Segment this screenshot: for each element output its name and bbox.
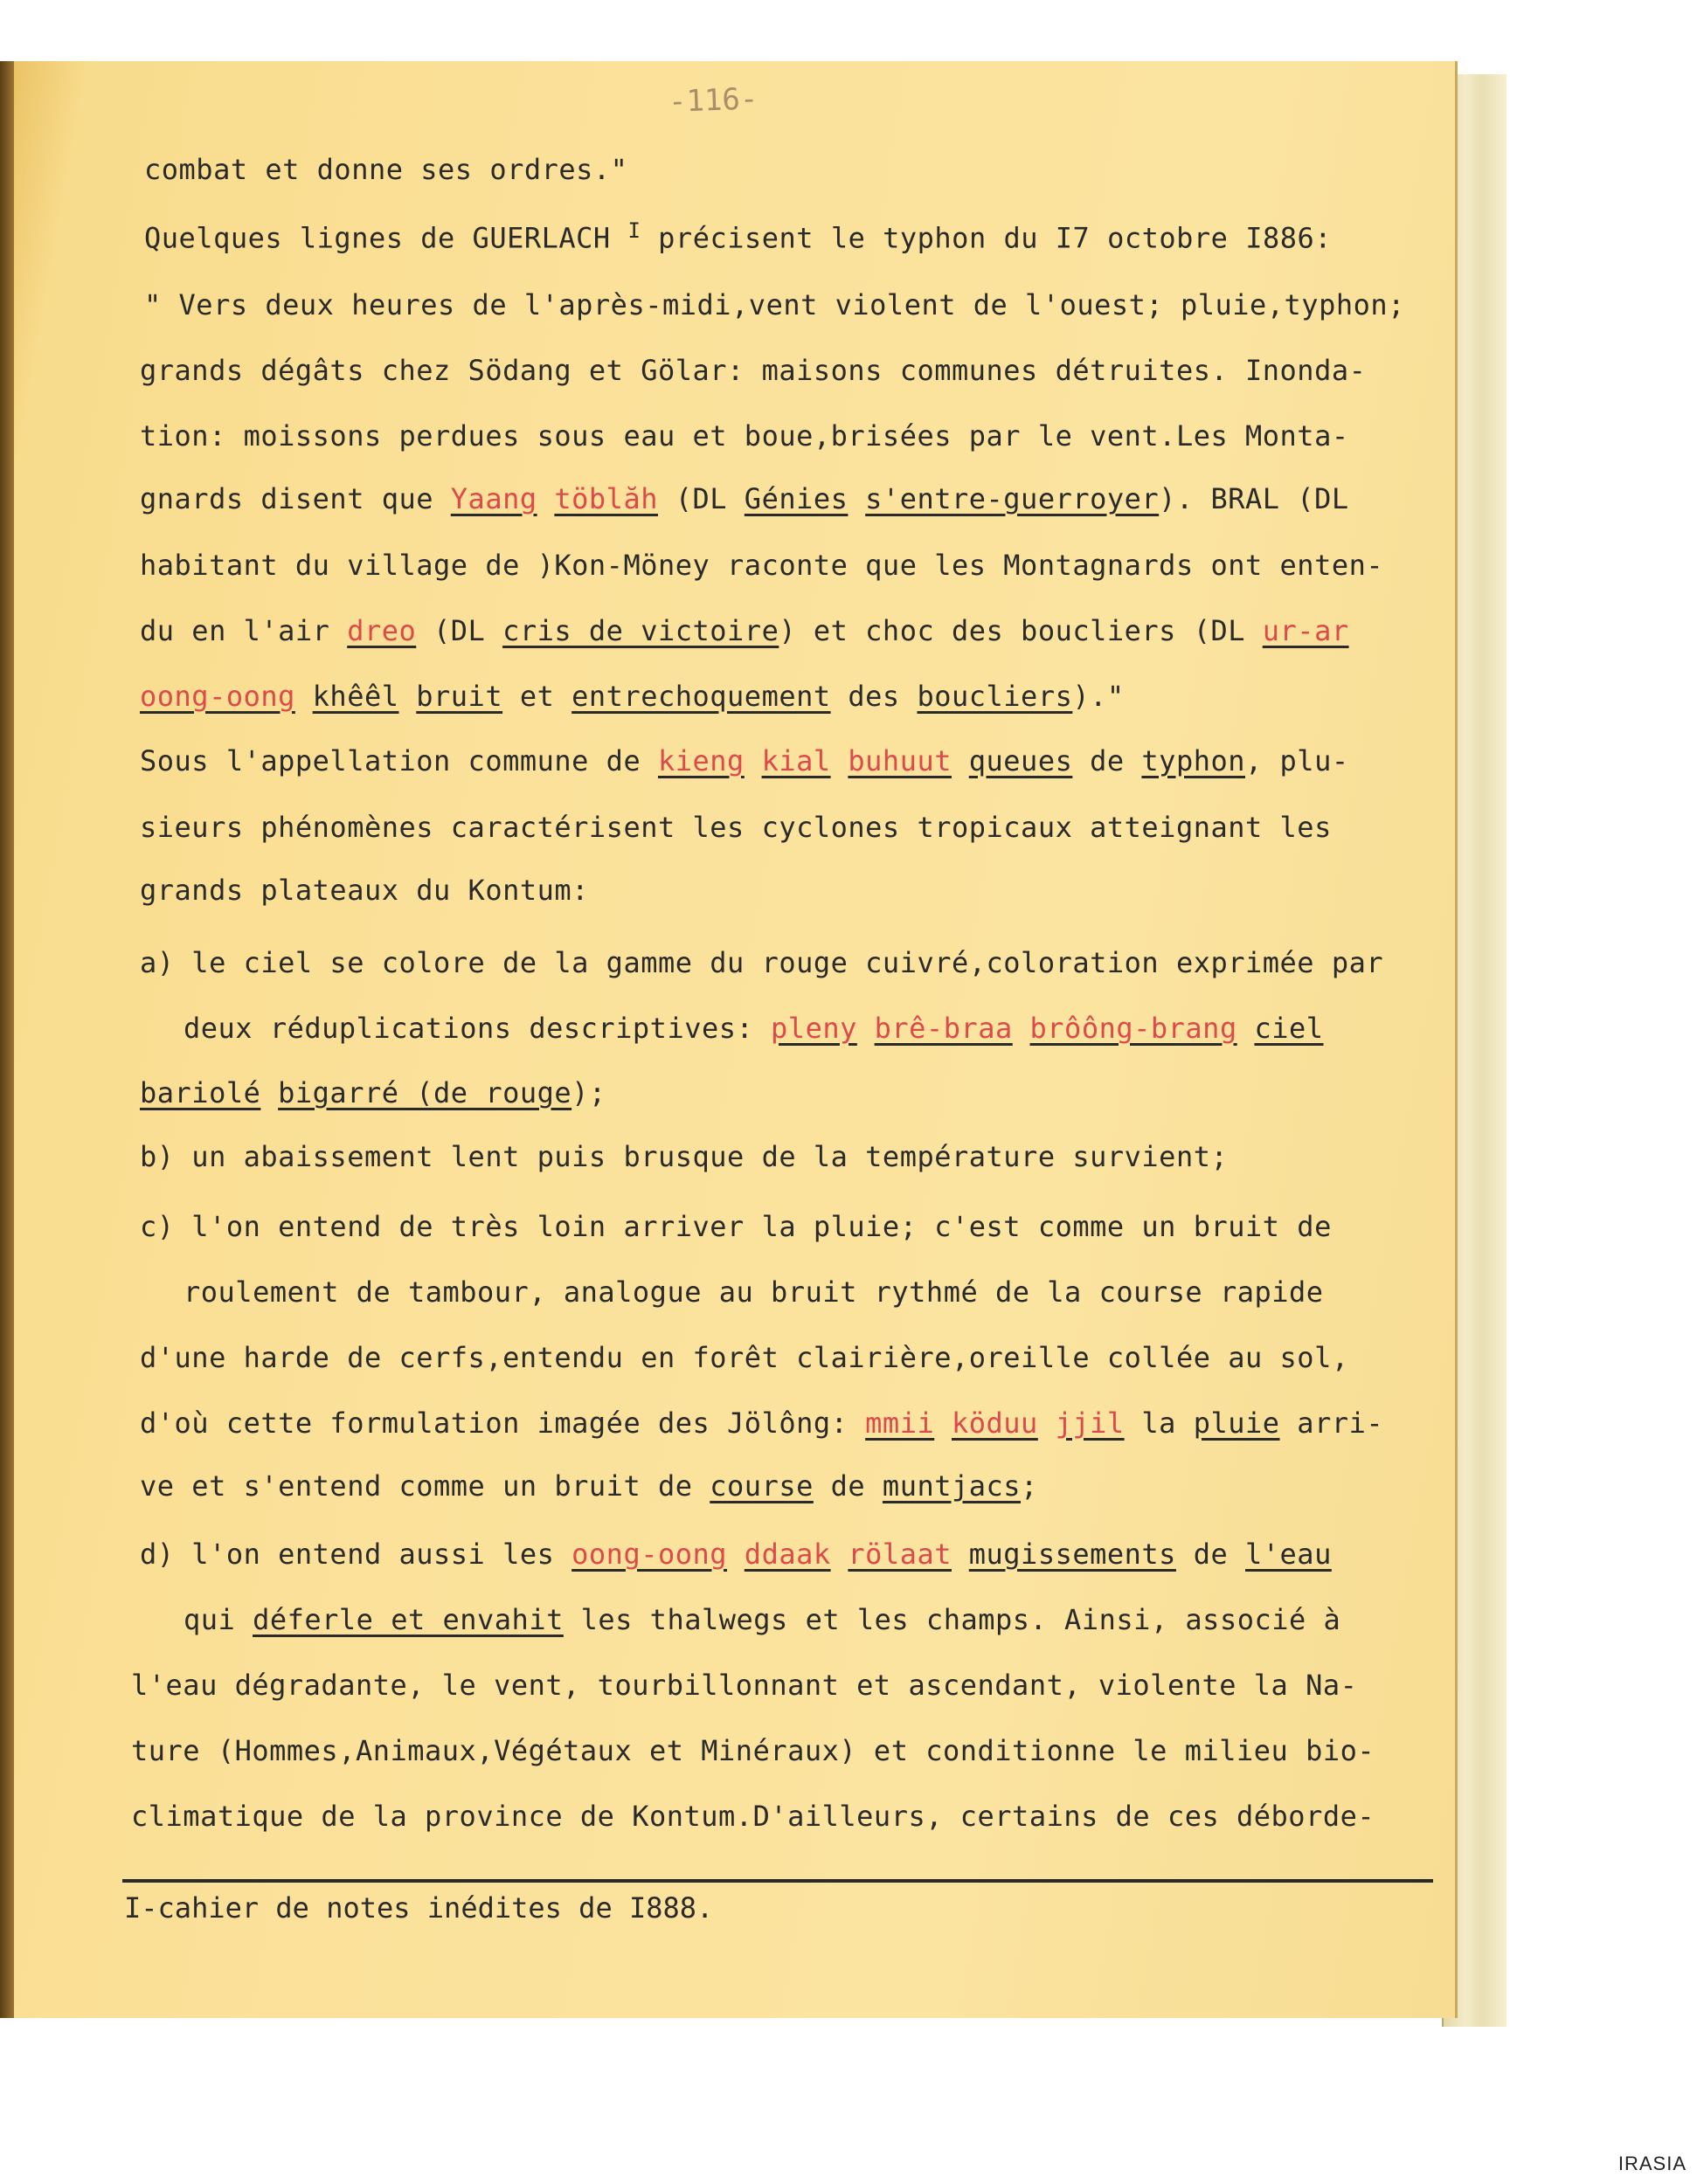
text-line-3: " Vers deux heures de l'après-midi,vent violent de l'ouest; pluie,typhon;: [144, 288, 1405, 321]
text-line-24: l'eau dégradante, le vent, tourbillonnant et ascendant, violente la Na-: [131, 1669, 1358, 1702]
vernacular-term: ur-ar: [1262, 614, 1349, 647]
text-line-7: habitant du village de )Kon-Möney raconte que les Montagnards ont enten-: [140, 549, 1384, 582]
text-line-10: Sous l'appellation commune de kieng kial buhuut queues de typhon, plu-: [140, 744, 1349, 778]
translation-term: boucliers: [917, 680, 1073, 713]
translation-term: muntjacs: [882, 1469, 1022, 1503]
translation-term: l'eau: [1245, 1538, 1332, 1571]
text-line-4: grands dégâts chez Södang et Gölar: maisons communes détruites. Inonda-: [140, 354, 1367, 387]
translation-term: course: [710, 1469, 814, 1503]
text-line-18: roulement de tambour, analogue au bruit rythmé de la course rapide: [184, 1275, 1324, 1309]
watermark-label: IRASIA: [1617, 2153, 1687, 2174]
translation-term: bigarré (de rouge: [278, 1076, 572, 1109]
footnote-marker: I: [627, 218, 641, 243]
text-line-20: d'où cette formulation imagée des Jölông: mmii köduu jjil la pluie arri-: [140, 1406, 1384, 1440]
text-line-12: grands plateaux du Kontum:: [140, 874, 589, 907]
text-line-5: tion: moissons perdues sous eau et boue,brisées par le vent.Les Monta-: [140, 419, 1349, 453]
vernacular-term: ddaak: [744, 1538, 831, 1571]
page-number: -116-: [668, 81, 759, 120]
text-line-16: b) un abaissement lent puis brusque de la température survient;: [140, 1140, 1229, 1173]
vernacular-term: kieng: [657, 744, 745, 778]
text-line-11: sieurs phénomènes caractérisent les cyclones tropicaux atteignant les: [140, 811, 1332, 844]
vernacular-term: töblăh: [554, 482, 658, 515]
text-line-23: qui déferle et envahit les thalwegs et les champs. Ainsi, associé à: [184, 1603, 1341, 1636]
text-line-1: combat et donne ses ordres.": [144, 153, 628, 186]
footnote-separator: [122, 1879, 1433, 1883]
footnote: I-cahier de notes inédites de I888.: [124, 1891, 714, 1925]
translation-term: déferle et envahit: [253, 1603, 564, 1636]
text-line-21: ve et s'entend comme un bruit de course de muntjacs;: [140, 1469, 1038, 1503]
translation-term: bruit: [416, 680, 503, 713]
vernacular-term: Yaang: [450, 482, 537, 515]
text-line-22: d) l'on entend aussi les oong-oong ddaak rölaat mugissements de l'eau: [140, 1538, 1332, 1571]
vernacular-term: dreo: [347, 614, 417, 647]
vernacular-term: köduu: [951, 1406, 1038, 1440]
translation-term: cris de victoire: [502, 614, 779, 647]
text-line-17: c) l'on entend de très loin arriver la pluie; c'est comme un bruit de: [140, 1210, 1332, 1243]
vernacular-term: brê-braa: [874, 1012, 1013, 1045]
text-line-14: deux réduplications descriptives: pleny brê-braa brôông-brang ciel: [184, 1012, 1324, 1045]
translation-term: queues: [968, 744, 1073, 778]
translation-term: ciel: [1254, 1012, 1324, 1045]
translation-term: mugissements: [968, 1538, 1176, 1571]
vernacular-term: kial: [761, 744, 831, 778]
book-spine: [0, 61, 14, 2018]
text-line-15: bariolé bigarré (de rouge);: [140, 1076, 606, 1109]
translation-term: bariolé: [140, 1076, 261, 1109]
text-line-25: ture (Hommes,Animaux,Végétaux et Minéraux) et conditionne le milieu bio-: [131, 1734, 1375, 1767]
vernacular-term: jjil: [1055, 1406, 1125, 1440]
text-line-2: Quelques lignes de GUERLACH $^I$ précisent le typhon du I7 octobre I886:: [144, 218, 1333, 255]
translation-term: typhon: [1141, 744, 1245, 778]
text-line-26: climatique de la province de Kontum.D'ailleurs, certains de ces déborde-: [131, 1800, 1375, 1833]
text-line-13: a) le ciel se colore de la gamme du rouge cuivré,coloration exprimée par: [140, 946, 1384, 979]
vernacular-term: buhuut: [848, 744, 952, 778]
vernacular-term: pleny: [771, 1012, 857, 1045]
translation-term: khêêl: [312, 680, 399, 713]
translation-term: Génies: [744, 482, 848, 515]
vernacular-term: oong-oong: [140, 680, 295, 713]
translation-term: entrechoquement: [571, 680, 831, 713]
vernacular-term: mmii: [865, 1406, 935, 1440]
translation-term: s'entre-guerroyer: [865, 482, 1160, 515]
text-line-8: du en l'air dreo (DL cris de victoire) et choc des boucliers (DL ur-ar: [140, 614, 1349, 647]
vernacular-term: rölaat: [848, 1538, 952, 1571]
vernacular-term: oong-oong: [571, 1538, 728, 1571]
vernacular-term: brôông-brang: [1029, 1012, 1237, 1045]
translation-term: pluie: [1193, 1406, 1280, 1440]
text-line-6: gnards disent que Yaang töblăh (DL Génies s'entre-guerroyer). BRAL (DL: [140, 482, 1349, 515]
text-line-9: oong-oong khêêl bruit et entrechoquement des boucliers).": [140, 680, 1125, 713]
text-line-19: d'une harde de cerfs,entendu en forêt clairière,oreille collée au sol,: [140, 1341, 1349, 1374]
